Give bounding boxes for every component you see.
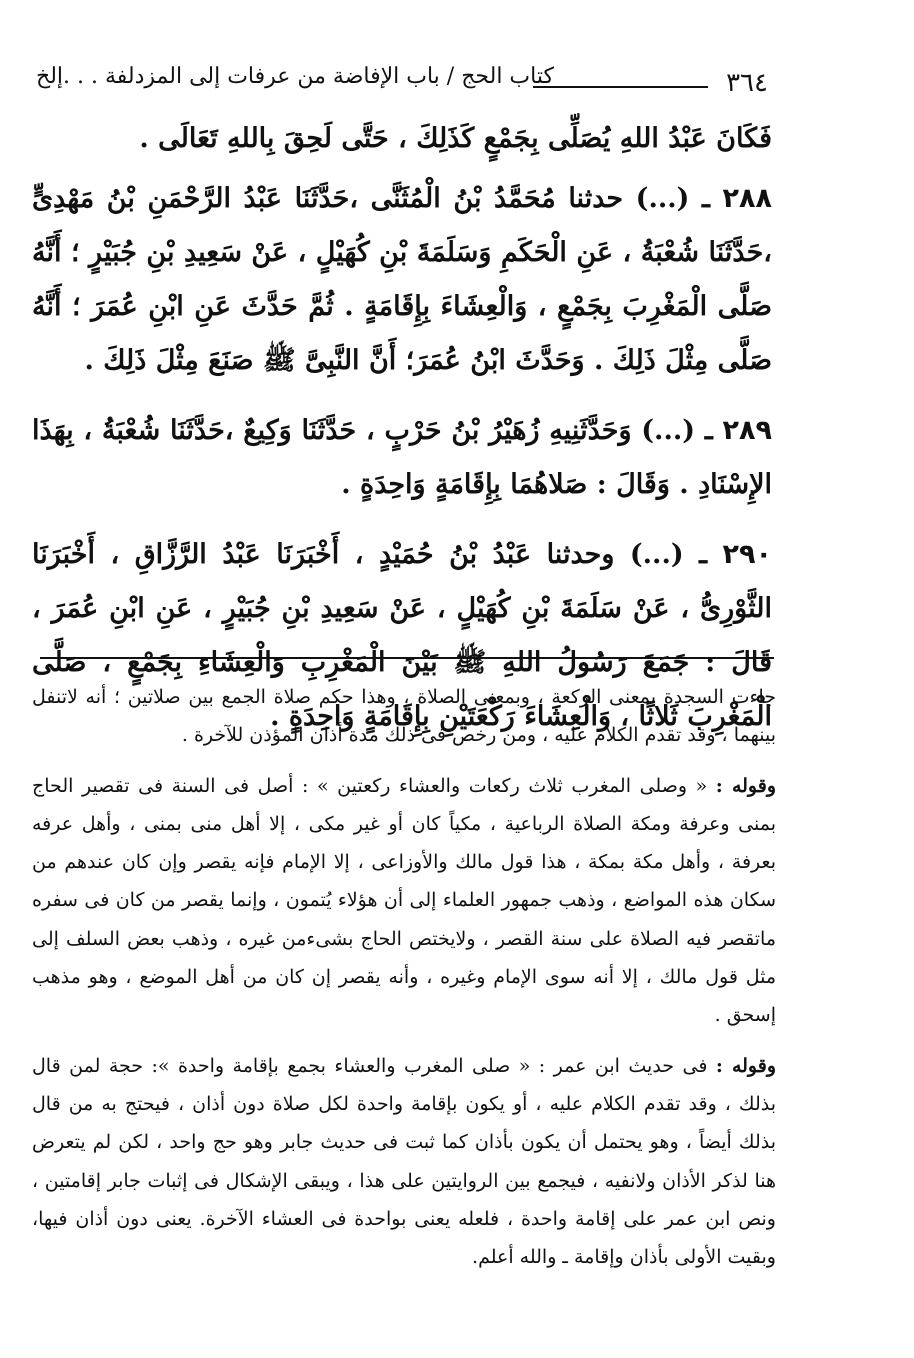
- hadith-body: ـ (...) حدثنا مُحَمَّدُ بْنُ الْمُثَنَّى ،حَدَّثَنَا عَبْدُ الرَّحْمَنِ بْنُ مَهْدِىٍّ ،حَدَّثَنَا شُعْبَةُ ، عَنِ الْحَكَمِ وَسَلَمَةَ بْنِ كُهَيْلٍ ، عَنْ سَعِيدِ بْنِ جُبَيْرٍ ؛ أَنَّهُ صَلَّى الْمَغْرِبَ بِجَمْعٍ ، وَالْعِشَاءَ بِإِقَامَةٍ . ثُمَّ حَدَّثَ عَنِ ابْنِ عُمَرَ ؛ أَنَّهُ صَلَّى مِثْلَ ذَلِكَ . وَحَدَّثَ ابْنُ عُمَرَ؛ أَنَّ النَّبِىَّ ﷺ صَنَعَ مِثْلَ ذَلِكَ .: [32, 183, 772, 376]
- paragraph-lead: وقوله :: [715, 774, 776, 797]
- header-rule: [533, 86, 708, 88]
- hadith-body: ـ (...) وَحَدَّثَنِيهِ زُهَيْرُ بْنُ حَرْبٍ ، حَدَّثَنَا وَكِيعٌ ،حَدَّثَنَا شُعْبَةُ ، بِهَذَا الإِسْنَادِ . وَقَالَ : صَلاهُمَا بِإِقَامَةٍ وَاحِدَةٍ .: [32, 415, 772, 500]
- hadith-body: ـ (...) وحدثنا عَبْدُ بْنُ حُمَيْدٍ ، أَخْبَرَنَا عَبْدُ الرَّزَّاقِ ، أَخْبَرَنَا الثَّوْرِىُّ ، عَنْ سَلَمَةَ بْنِ كُهَيْلٍ ، عَنْ سَعِيدِ بْنِ جُبَيْرٍ ، عَنِ ابْنِ عُمَرَ ، قَالَ : جَمَعَ رَسُولُ اللهِ ﷺ بَيْنَ الْمَغْرِبِ وَالْعِشَاءِ بِجَمْعٍ ، صَلَّى الْمَغْرِبَ ثَلاثًا ، وَالْعِشَاءَ رَكْعَتَيْنِ بِإِقَامَةٍ وَاحِدَةٍ .: [32, 539, 772, 732]
- hadith-number: ٢٩٠: [722, 539, 772, 570]
- footnote-divider: [40, 657, 774, 659]
- hadith-number: ٢٨٨: [722, 183, 772, 214]
- hadith-289: [32, 404, 772, 512]
- paragraph-lead: وقوله :: [715, 1054, 776, 1077]
- commentary-paragraph-1: جاءت السجدة بمعنى الركعة ، وبمعنى الصلاة ، وهذا حكم صلاة الجمع بين صلاتين ؛ أنه لاتنفل بينهما ، وقد تقدم الكلام عليه ، ومن رخص فى ذلك مدة أذان المؤذن للآخرة .: [32, 686, 776, 747]
- paragraph-body: « وصلى المغرب ثلاث ركعات والعشاء ركعتين » : أصل فى السنة فى تقصير الحاج بمنى وعرفة ومكة الصلاة الرباعية ، مكياً كان أو غير مكى ، إلا أهل منى بمنى ، وأهل عرفه بعرفة ، وأهل مكة بمكة ، هذا قول مالك والأوزاعى ، إلا الإمام فإنه يقصر وإن كان عندهم من سكان هذه المواضع ، وذهب جمهور العلماء إلى أن هؤلاء يُتمون ، وإنما يقصر من كان فى سفره ماتقصر فيه الصلاة على سنة القصر ، ولايختص الحاج بشىءمن غيره ، وذهب بعض السلف إلى مثل قول مالك ، إلا أنه سوى الإمام وغيره ، وأنه يقصر إن كان من أهل الموضع ، وهو مذهب إسحق .: [32, 774, 776, 1027]
- hadith-text-block: [32, 112, 772, 760]
- running-title: كتاب الحج / باب الإفاضة من عرفات إلى المزدلفة . . .إلخ: [36, 64, 554, 89]
- page-number: ٣٦٤: [726, 68, 768, 98]
- hadith-288: [32, 172, 772, 388]
- commentary-paragraph-2: [32, 767, 776, 1035]
- closing-line: فَكَانَ عَبْدُ اللهِ يُصَلِّى بِجَمْعٍ كَذَلِكَ ، حَتَّى لَحِقَ بِاللهِ تَعَالَى .: [139, 123, 772, 154]
- commentary-paragraph-3: [32, 1047, 776, 1277]
- commentary-block: [32, 678, 776, 1288]
- hadith-number: ٢٨٩: [722, 415, 772, 446]
- paragraph-body: فى حديث ابن عمر : « صلى المغرب والعشاء بجمع بإقامة واحدة »: حجة لمن قال بذلك ، وقد تقدم الكلام عليه ، أو يكون بإقامة واحدة لكل صلاة دون أذان ، فيحتج به من قال بذلك أيضاً ، وهو يحتمل أن يكون بأذان كما ثبت فى حديث جابر وهو حج واحد ، لكن لم يتعرض هنا لذكر الأذان ولانفيه ، فيجمع بين الروايتين على هذا ، ويبقى الإشكال فى إثبات جابر إقامتين ، ونص ابن عمر على إقامة واحدة ، فلعله يعنى بواحدة فى العشاء الآخرة. يعنى دون أذان فيها، وبقيت الأولى بأذان وإقامة ـ والله أعلم.: [32, 1054, 776, 1269]
